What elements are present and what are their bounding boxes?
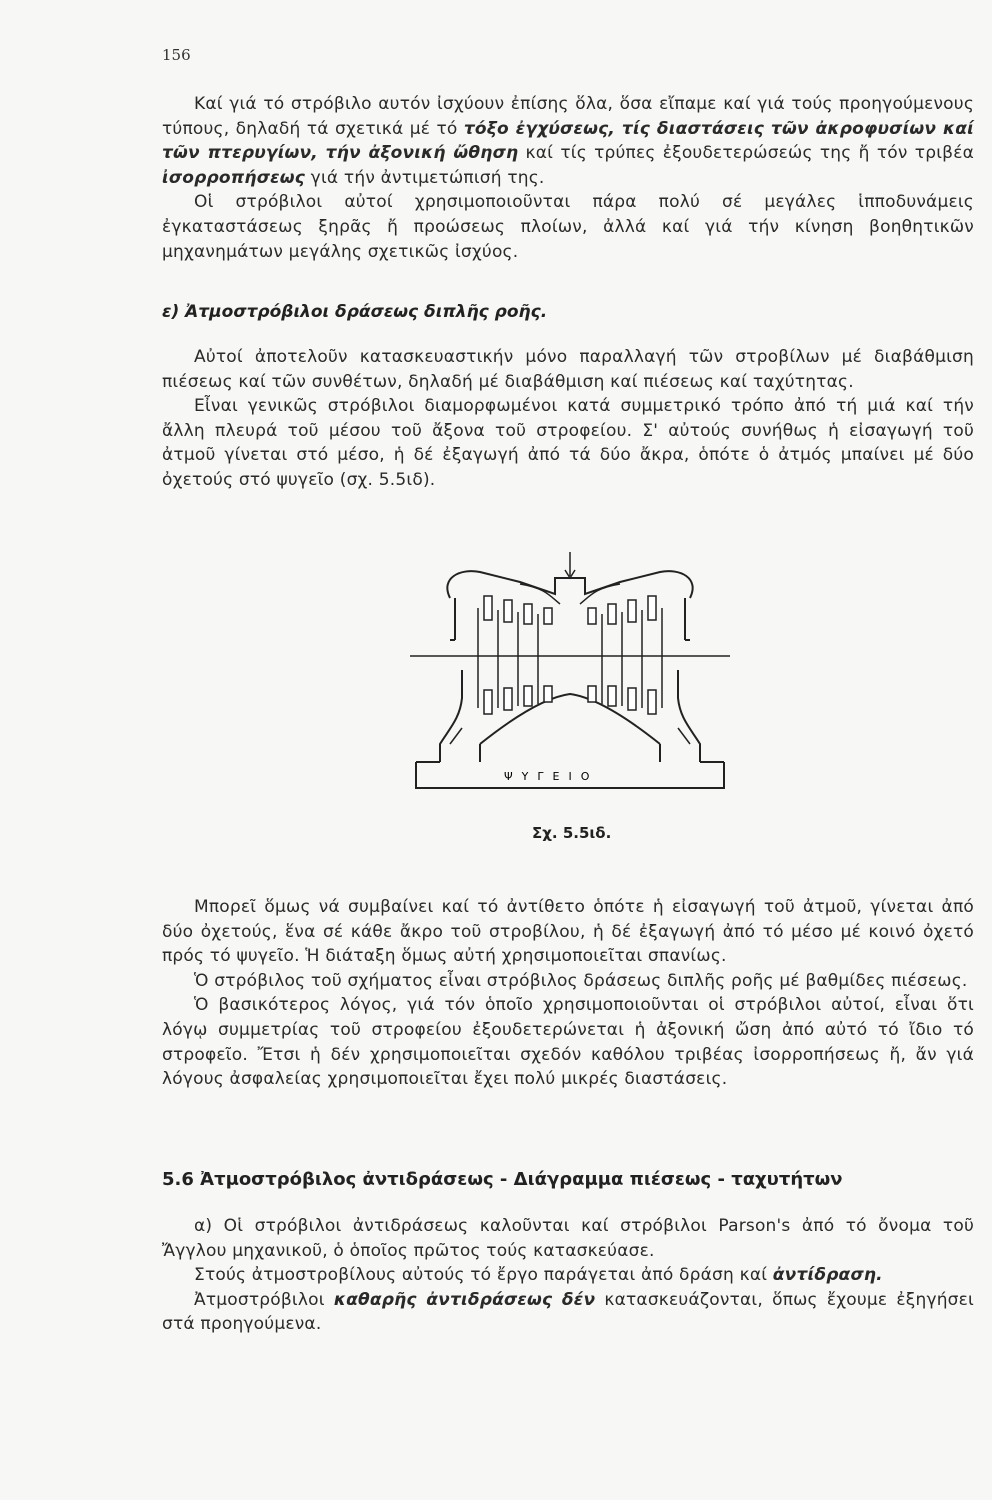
paragraph-10: Ἀτμοστρόβιλοι καθαρῆς ἀντιδράσεως δέν κατασκευάζονται, ὅπως ἔχουμε ἐξηγήσει στά προηγούμενα. <box>162 1289 974 1335</box>
figure-caption: Σχ. 5.5ιδ. <box>532 824 612 842</box>
emphasis-3: ἀντίδραση. <box>772 1265 883 1286</box>
paragraph-6: Ὁ στρόβιλος τοῦ σχήματος εἶναι στρόβιλος δράσεως διπλῆς ροῆς μέ βαθμίδες πιέσεως. <box>194 970 968 991</box>
section-5-6-body <box>162 1214 974 1337</box>
emphasis-1: τόξο ἐγχύσεως, τίς διαστάσεις τῶν ἀκροφυσίων καί τῶν πτερυγίων, τήν ἀξονική ὤθηση <box>162 118 974 164</box>
section-e-body <box>162 345 974 493</box>
page-number: 156 <box>162 46 191 64</box>
emphasis-2: ἰσορροπήσεως <box>162 167 306 188</box>
paragraph-9: Στούς ἀτμοστροβίλους αὐτούς τό ἔργο παράγεται ἀπό δράση καί ἀντίδραση. <box>194 1265 883 1286</box>
paragraph-8: α) Οἱ στρόβιλοι ἀντιδράσεως καλοῦνται καί στρόβιλοι Parson's ἀπό τό ὄνομα τοῦ Ἄγγλου μηχανικοῦ, ὁ ὁποῖος πρῶτος τούς κατασκεύασε. <box>162 1216 974 1261</box>
paragraph-4: Εἶναι γενικῶς στρόβιλοι διαμορφωμένοι κατά συμμετρικό τρόπο ἀπό τή μιά καί τήν ἄλλη πλευρά τοῦ μέσου τοῦ ἄξονα τοῦ στροφείου. Σ' αὐτούς συνήθως ἡ εἰσαγωγή τοῦ ἀτμοῦ γίνεται στό μέσο, ἡ δέ ἐξαγωγή ἀπό τά δύο ἄκρα, ὁπότε ὁ ἀτμός μπαίνει μέ δύο ὀχετούς στό ψυγεῖο (σχ. 5.5ιδ). <box>162 396 974 490</box>
paragraph-7: Ὁ βασικότερος λόγος, γιά τόν ὁποῖο χρησιμοποιοῦνται οἱ στρόβιλοι αὐτοί, εἶναι ὅτι λόγῳ συμμετρίας τοῦ στροφείου ἐξουδετερώνεται ἡ ἀξονική ὤση ἀπό αὐτό τό ἴδιο τό στροφεῖο. Ἔτσι ἡ δέν χρησιμοποιεῖται σχεδόν καθόλου τριβέας ἰσορροπήσεως ἤ, ἄν γιά λόγους ἀσφαλείας χρησιμοποιεῖται ἔχει πολύ μικρές διαστάσεις. <box>162 995 974 1090</box>
emphasis-4: καθαρῆς ἀντιδράσεως δέν <box>333 1289 596 1310</box>
paragraph-5: Μπορεῖ ὅμως νά συμβαίνει καί τό ἀντίθετο ὁπότε ἡ εἰσαγωγή τοῦ ἀτμοῦ, γίνεται ἀπό δύο ὀχετούς, ἕνα σέ κάθε ἄκρο τοῦ στροβίλου, ἡ δέ ἐξαγωγή ἀπό τό μέσο μέ κοινό ὀχετό πρός τό ψυγεῖο. Ἡ διάταξη ὅμως αὐτή χρησιμοποιεῖται σπανίως. <box>162 897 974 967</box>
subsection-heading-e: ε) Ἀτμοστρόβιλοι δράσεως διπλῆς ροῆς. <box>162 302 548 322</box>
section-heading-5-6: 5.6 Ἀτμοστρόβιλος ἀντιδράσεως - Διάγραμμα πιέσεως - ταχυτήτων <box>162 1169 843 1190</box>
condenser-label: ΨΥΓΕΙΟ <box>504 770 599 783</box>
paragraph-1: Καί γιά τό στρόβιλο αυτόν ἰσχύουν ἐπίσης ὅλα, ὅσα εἴπαμε καί γιά τούς προηγούμενους τύπους, δηλαδή τά σχετικά μέ τό τόξο ἐγχύσεως, τίς διαστάσεις τῶν ἀκροφυσίων καί τῶν πτερυγίων, τήν ἀξονική ὤθηση καί τίς τρύπες ἐξουδετερώσεώς της ἤ τόν τριβέα ἰσορροπήσεως γιά τήν ἀντιμετώπισή της. <box>162 94 975 188</box>
section-after-figure <box>162 895 974 1092</box>
section-intro <box>162 92 974 264</box>
double-flow-turbine-diagram <box>400 548 740 810</box>
paragraph-3: Αὐτοί ἀποτελοῦν κατασκευαστικήν μόνο παραλλαγή τῶν στροβίλων μέ διαβάθμιση πιέσεως καί τῶν συνθέτων, δηλαδή μέ διαβάθμιση καί πιέσεως καί ταχύτητας. <box>162 347 974 392</box>
paragraph-2: Οἱ στρόβιλοι αὐτοί χρησιμοποιοῦνται πάρα πολύ σέ μεγάλες ἱπποδυνάμεις ἐγκαταστάσεως ξηρᾶς ἤ προώσεως πλοίων, ἀλλά καί γιά τήν κίνηση βοηθητικῶν μηχανημάτων μεγάλης σχετικῶς ἰσχύος. <box>162 192 974 262</box>
